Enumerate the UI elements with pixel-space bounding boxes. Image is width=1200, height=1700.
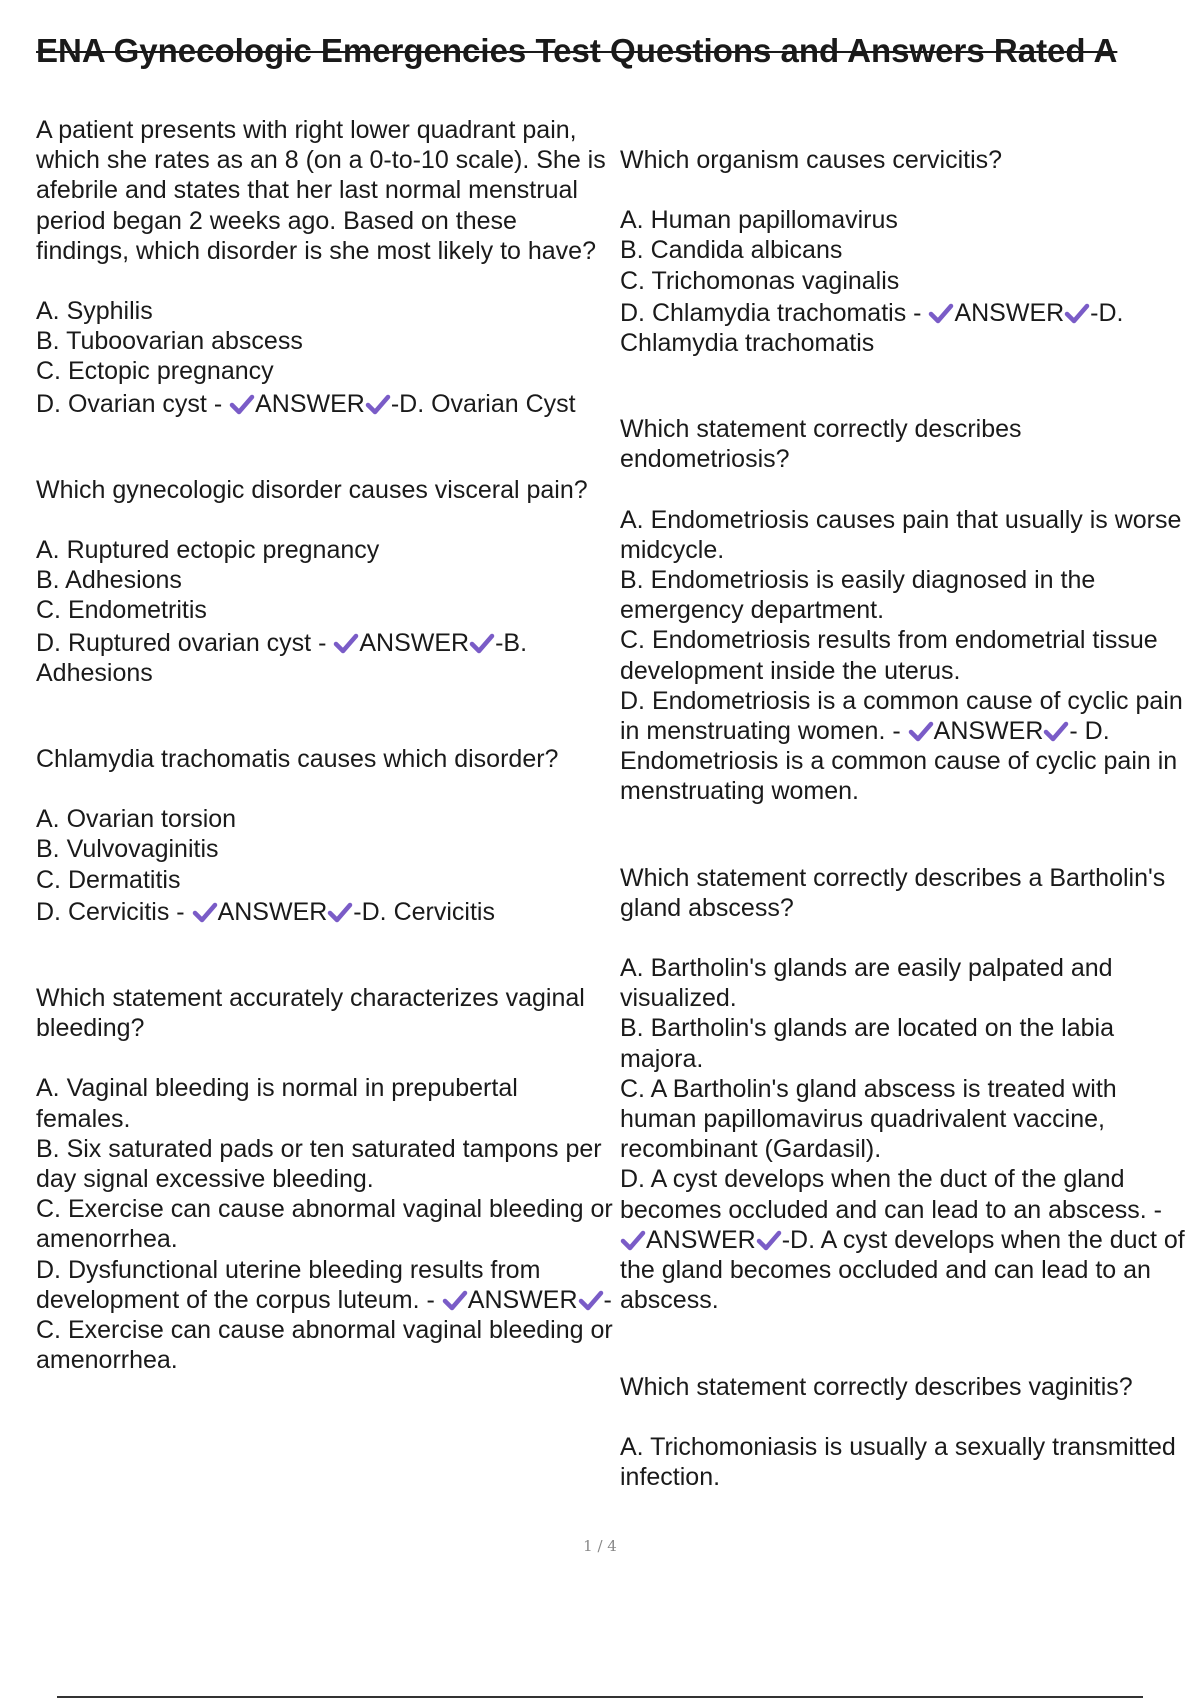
- question-block: [36, 983, 616, 1375]
- option-c: C. Trichomonas vaginalis: [620, 266, 900, 295]
- question-stem: Which organism causes cervicitis?: [620, 146, 1003, 174]
- check-icon: [756, 1229, 782, 1251]
- answer-label: ANSWER: [217, 897, 328, 926]
- answer-line: [620, 1164, 1190, 1315]
- check-icon: [908, 720, 934, 742]
- check-icon: [333, 632, 359, 654]
- question-stem: Which statement accurately characterizes vaginal bleeding?: [36, 984, 585, 1043]
- option-a: A. Trichomoniasis is usually a sexually transmitted infection.: [620, 1432, 1176, 1491]
- question-stem: A patient presents with right lower quadrant pain, which she rates as an 8 (on a 0-to-10 scale). She is afebrile and states that her last normal menstrual period began 2 weeks ago. Based on these findings, which disorder is she most likely to have?: [36, 116, 606, 265]
- question-block: [620, 414, 1190, 806]
- question-block: [620, 1372, 1190, 1493]
- question-stem: Which statement correctly describes endometriosis?: [620, 415, 1022, 474]
- check-icon: [365, 393, 391, 415]
- check-icon: [469, 632, 495, 654]
- check-icon: [1043, 720, 1069, 742]
- option-a: A. Ovarian torsion: [36, 805, 237, 834]
- question-block: [36, 744, 616, 927]
- option-b: B. Adhesions: [36, 566, 182, 595]
- check-icon: [1064, 302, 1090, 324]
- option-b: B. Six saturated pads or ten saturated tampons per day signal excessive bleeding.: [36, 1134, 602, 1194]
- option-b: B. Endometriosis is easily diagnosed in the emergency department.: [620, 566, 1096, 625]
- option-b: B. Bartholin's glands are located on the labia majora.: [620, 1014, 1114, 1073]
- correct-answer: -D. Chlamydia trachomatis: [620, 298, 1124, 358]
- check-icon: [578, 1289, 604, 1311]
- check-icon: [192, 901, 218, 923]
- answer-label: ANSWER: [255, 389, 365, 418]
- correct-answer: -B. Adhesions: [36, 628, 528, 687]
- answer-line: [620, 686, 1190, 807]
- left-column: [36, 115, 616, 1376]
- option-b: B. Candida albicans: [620, 236, 843, 265]
- check-icon: [327, 901, 353, 923]
- question-block: [36, 115, 616, 419]
- option-a: A. Vaginal bleeding is normal in prepubertal females.: [36, 1074, 518, 1133]
- correct-answer: -D. Cervicitis: [353, 897, 495, 926]
- right-column: [620, 145, 1190, 1492]
- question-block: [36, 475, 616, 688]
- answer-label: ANSWER: [359, 628, 470, 657]
- question-stem: Which statement correctly describes a Bartholin's gland abscess?: [620, 863, 1166, 922]
- option-d: D. Endometriosis is a common cause of cyclic pain in menstruating women. -: [620, 686, 1183, 746]
- footer-rule: [57, 1696, 1143, 1698]
- option-a: A. Endometriosis causes pain that usually is worse midcycle.: [620, 505, 1182, 564]
- option-d: D. A cyst develops when the duct of the gland becomes occluded and can lead to an abscess. -: [620, 1165, 1163, 1224]
- question-stem: Chlamydia trachomatis causes which disorder?: [36, 745, 559, 774]
- option-a: A. Syphilis: [36, 297, 153, 326]
- option-c: C. Endometritis: [36, 596, 207, 625]
- option-a: A. Bartholin's glands are easily palpated and visualized.: [620, 954, 1113, 1013]
- option-c: C. A Bartholin's gland abscess is treated with human papillomavirus quadrivalent vaccine, recombinant (Gardasil).: [620, 1074, 1117, 1164]
- answer-label: ANSWER: [954, 298, 1065, 327]
- option-c: C. Dermatitis: [36, 865, 181, 894]
- option-c: C. Ectopic pregnancy: [36, 357, 274, 386]
- option-c: C. Endometriosis results from endometrial tissue development inside the uterus.: [620, 626, 1158, 685]
- option-b: B. Vulvovaginitis: [36, 835, 219, 864]
- option-d: D. Ruptured ovarian cyst -: [36, 628, 327, 657]
- question-stem: Which gynecologic disorder causes visceral pain?: [36, 475, 588, 504]
- option-d: D. Dysfunctional uterine bleeding results from development of the corpus luteum. -: [36, 1255, 541, 1314]
- option-a: A. Ruptured ectopic pregnancy: [36, 536, 380, 565]
- page-number: 1 / 4: [583, 1537, 617, 1555]
- correct-answer: - D. Endometriosis is a common cause of cyclic pain in menstruating women.: [620, 717, 1178, 806]
- answer-label: ANSWER: [467, 1285, 578, 1314]
- option-d: D. Cervicitis -: [36, 897, 185, 926]
- document-title: ENA Gynecologic Emergencies Test Questions and Answers Rated A: [36, 32, 1118, 69]
- answer-line: [36, 1255, 616, 1376]
- correct-answer: -D. Ovarian Cyst: [390, 389, 576, 418]
- question-stem: Which statement correctly describes vaginitis?: [620, 1372, 1133, 1401]
- check-icon: [620, 1229, 646, 1251]
- question-block: [620, 863, 1190, 1316]
- answer-line: [36, 389, 616, 419]
- check-icon: [229, 393, 255, 415]
- correct-answer: -C. Exercise can cause abnormal vaginal bleeding or amenorrhea.: [36, 1285, 613, 1375]
- answer-line: [36, 897, 616, 927]
- option-b: B. Tuboovarian abscess: [36, 327, 303, 356]
- answer-line: [620, 298, 1190, 358]
- check-icon: [928, 302, 954, 324]
- option-c: C. Exercise can cause abnormal vaginal bleeding or amenorrhea.: [36, 1195, 613, 1254]
- option-d: D. Ovarian cyst -: [36, 389, 223, 418]
- answer-label: ANSWER: [646, 1225, 756, 1254]
- correct-answer: -D. A cyst develops when the duct of the gland becomes occluded and can lead to an abscess.: [620, 1225, 1185, 1315]
- answer-line: [36, 628, 616, 688]
- option-d: D. Chlamydia trachomatis -: [620, 298, 922, 327]
- option-a: A. Human papillomavirus: [620, 206, 898, 235]
- check-icon: [442, 1289, 468, 1311]
- answer-label: ANSWER: [933, 717, 1044, 746]
- question-block: [620, 145, 1190, 358]
